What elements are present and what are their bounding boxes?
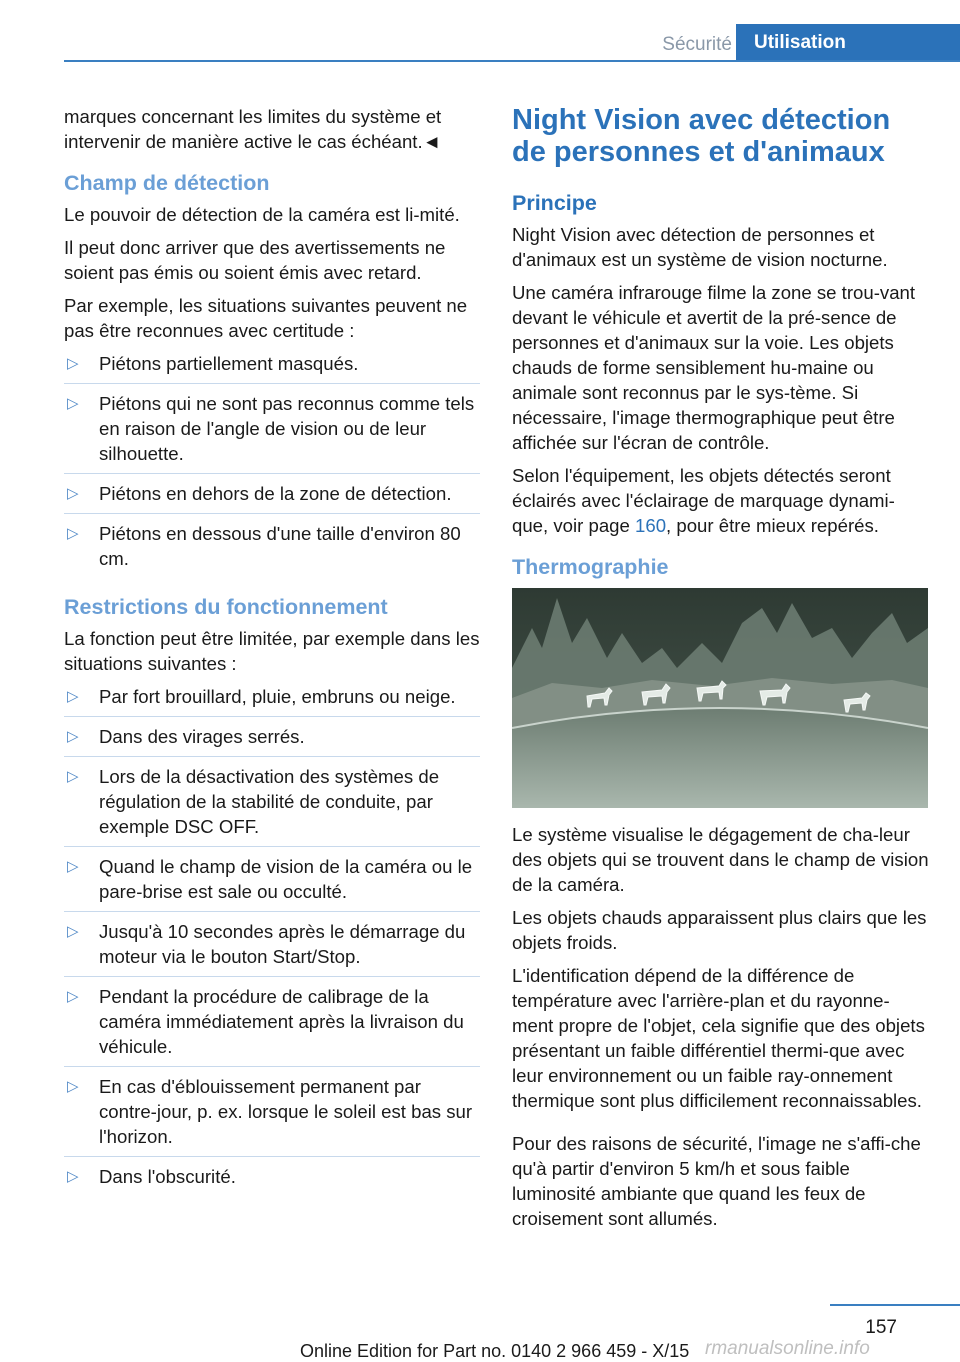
paragraph: Le système visualise le dégagement de cha-leur des objets qui se trouvent dans le champ de vision de la caméra. <box>512 824 929 895</box>
paragraph-text: Selon l'équipement, les objets détectés seront éclairés avec l'éclairage de marquage dynami-que, voir page <box>512 465 895 536</box>
triangle-bullet-icon: ▷ <box>67 1078 79 1095</box>
list-item-text: En cas d'éblouissement permanent par contre-jour, p. ex. lorsque le soleil est bas sur l'horizon. <box>99 1076 473 1147</box>
triangle-bullet-icon: ▷ <box>67 355 79 372</box>
list-item-text: Pendant la procédure de calibrage de la caméra immédiatement après la livraison du véhicule. <box>99 986 464 1057</box>
list-item <box>64 854 480 912</box>
list-item-text: Jusqu'à 10 secondes après le démarrage du moteur via le bouton Start/Stop. <box>99 921 466 967</box>
list-item <box>64 724 480 757</box>
footer-rule <box>830 1304 960 1306</box>
page-link[interactable]: 160 <box>635 515 667 536</box>
section-title-principe: Principe <box>512 191 597 215</box>
list-item-text: Par fort brouillard, pluie, embruns ou neige. <box>99 686 456 707</box>
list-item-text: Dans des virages serrés. <box>99 726 305 747</box>
section-title-restrictions: Restrictions du fonctionnement <box>64 595 388 619</box>
paragraph: Une caméra infrarouge filme la zone se trou-vant devant le véhicule et avertit de la pré-sence de personnes et d'animaux sur la voie. Les objets chauds de forme sensiblement hu-maine ou animale sont reconnus par le sys-tème. Si nécessaire, l'image thermographique peut être affichée sur l'écran de contrôle. <box>512 282 916 453</box>
triangle-bullet-icon: ▷ <box>67 395 79 412</box>
list-item <box>64 1164 480 1196</box>
list-item-text: Quand le champ de vision de la caméra ou le pare-brise est sale ou occulté. <box>99 856 473 902</box>
list-item <box>64 919 480 977</box>
right-column <box>512 104 930 1239</box>
list-item-text: Lors de la désactivation des systèmes de régulation de la stabilité de conduite, par exemple DSC OFF. <box>99 766 440 837</box>
list-item <box>64 391 480 474</box>
triangle-bullet-icon: ▷ <box>67 1168 79 1185</box>
bullet-list-detection <box>64 351 480 578</box>
paragraph: Night Vision avec détection de personnes et d'animaux est un système de vision nocturne. <box>512 224 888 270</box>
bullet-list-restrictions <box>64 684 480 1196</box>
list-item-text: Dans l'obscurité. <box>99 1166 236 1187</box>
paragraph: Pour des raisons de sécurité, l'image ne s'affi-che qu'à partir d'environ 5 km/h et sous faible luminosité ambiante que quand les feux de croisement sont allumés. <box>512 1133 921 1229</box>
triangle-bullet-icon: ▷ <box>67 923 79 940</box>
list-item <box>64 984 480 1067</box>
list-item <box>64 351 480 384</box>
paragraph: Il peut donc arriver que des avertissements ne soient pas émis ou soient émis avec retard. <box>64 237 446 283</box>
header-rule <box>64 60 960 62</box>
left-column <box>64 104 480 1203</box>
list-item <box>64 1074 480 1157</box>
chapter-title: Night Vision avec détection de personnes et d'animaux <box>512 104 891 168</box>
triangle-bullet-icon: ▷ <box>67 858 79 875</box>
triangle-bullet-icon: ▷ <box>67 525 79 542</box>
paragraph: Les objets chauds apparaissent plus clairs que les objets froids. <box>512 907 927 953</box>
paragraph: Le pouvoir de détection de la caméra est li-mité. <box>64 204 460 225</box>
paragraph: L'identification dépend de la différence de température avec l'arrière-plan et du rayonne-ment propre de l'objet, cela signifie que des objets présentant un faible différentiel thermi-que avec leur environnement ou un faible ray-onnement thermique sont plus difficilement reconnaissables. <box>512 965 925 1111</box>
list-item <box>64 764 480 847</box>
list-item-text: Piétons en dehors de la zone de détection. <box>99 483 452 504</box>
page-number: 157 <box>865 1317 897 1338</box>
thermal-image <box>512 588 928 808</box>
section-title-champ: Champ de détection <box>64 171 270 195</box>
tab-utilisation[interactable]: Utilisation <box>736 24 960 62</box>
list-item-text: Piétons partiellement masqués. <box>99 353 359 374</box>
list-item-text: Piétons en dessous d'une taille d'environ 80 cm. <box>99 523 461 569</box>
intro-text: marques concernant les limites du système et intervenir de manière active le cas échéant.◄ <box>64 106 442 152</box>
paragraph <box>512 463 930 538</box>
list-item <box>64 684 480 717</box>
watermark: rmanualsonline.info <box>705 1338 870 1359</box>
edition-footer: Online Edition for Part no. 0140 2 966 459 - X/15 <box>300 1341 690 1361</box>
triangle-bullet-icon: ▷ <box>67 728 79 745</box>
tab-securite[interactable]: Sécurité <box>662 34 732 55</box>
section-title-thermographie: Thermographie <box>512 555 669 579</box>
paragraph-text: , pour être mieux repérés. <box>666 515 879 536</box>
triangle-bullet-icon: ▷ <box>67 768 79 785</box>
list-item <box>64 481 480 514</box>
triangle-bullet-icon: ▷ <box>67 988 79 1005</box>
paragraph: La fonction peut être limitée, par exemple dans les situations suivantes : <box>64 628 480 674</box>
list-item-text: Piétons qui ne sont pas reconnus comme tels en raison de l'angle de vision ou de leur silhouette. <box>99 393 475 464</box>
triangle-bullet-icon: ▷ <box>67 485 79 502</box>
triangle-bullet-icon: ▷ <box>67 688 79 705</box>
paragraph: Par exemple, les situations suivantes peuvent ne pas être reconnues avec certitude : <box>64 295 468 341</box>
list-item <box>64 521 480 578</box>
